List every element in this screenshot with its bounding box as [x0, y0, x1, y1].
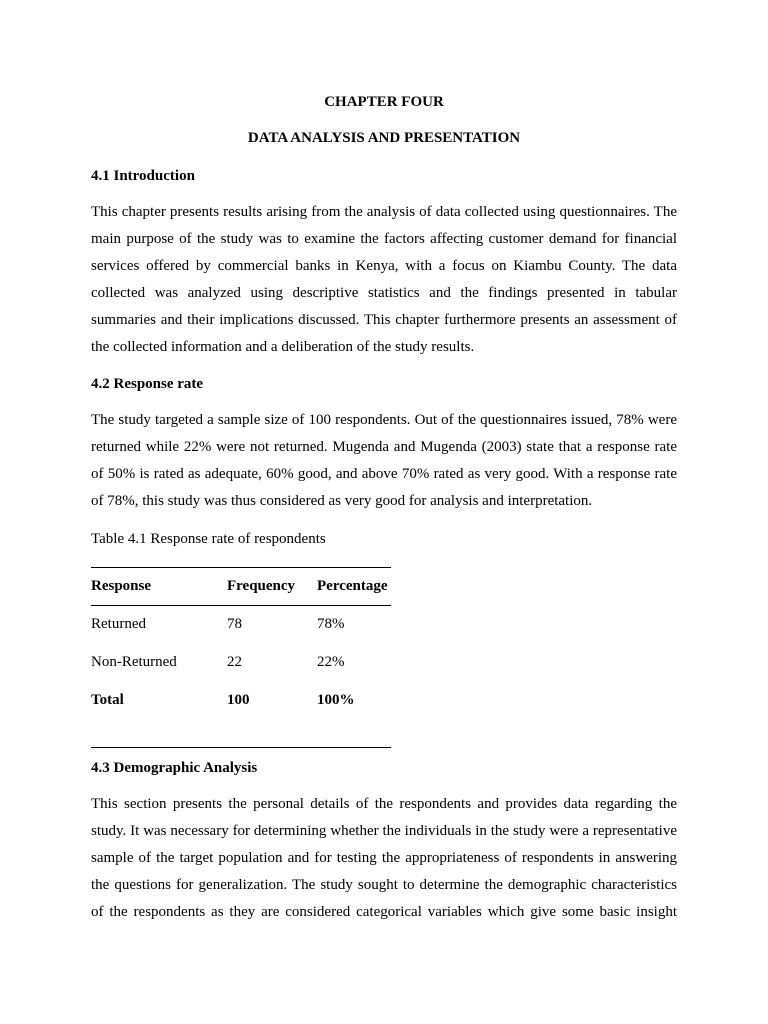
table-header-response: Response [91, 568, 227, 606]
chapter-subtitle: DATA ANALYSIS AND PRESENTATION [247, 130, 521, 146]
response-rate-table [91, 567, 391, 748]
table-row [91, 644, 391, 682]
response-rate-table-container [91, 567, 391, 748]
table-row [91, 606, 391, 644]
table-header-percentage: Percentage [317, 568, 391, 606]
response-rate-paragraph: The study targeted a sample size of 100 respondents. Out of the questionnaires issued, 78% were returned while 22% were not returned. Mugenda and Mugenda (2003) state that a response rate of 50% is rated as adequate, 60% good, and above 70% rated as very good. With a response rate of 78%, this study was thus considered as very good for analysis and interpretation. [91, 412, 677, 509]
table-cell: 78 [227, 616, 242, 633]
table-cell: Non-Returned [91, 654, 177, 670]
table-header-row [91, 568, 391, 606]
table-total-cell: 100% [317, 692, 355, 708]
demographic-analysis-paragraph: This section presents the personal details of the respondents and provides data regarding the study. It was necessary for determining whether the individuals in the study were a representative sample of the target population and for testing the appropriateness of respondents in answering the questions for generalization. The study sought to determine the demographic characteristics of the respondents as they are considered categorical variables which give some basic insight [91, 796, 677, 920]
table-cell: 78% [317, 616, 345, 633]
section-heading-response-rate: 4.2 Response rate [91, 376, 204, 392]
section-heading-introduction: 4.1 Introduction [91, 168, 195, 184]
table-total-cell: Total [91, 692, 124, 708]
section-heading-demographic-analysis: 4.3 Demographic Analysis [91, 760, 258, 776]
table-total-cell: 100 [227, 692, 250, 708]
introduction-paragraph: This chapter presents results arising from the analysis of data collected using questionnaires. The main purpose of the study was to examine the factors affecting customer demand for financial services offered by commercial banks in Kenya, with a focus on Kiambu County. The data collected was analyzed using descriptive statistics and the findings presented in tabular summaries and their implications discussed. This chapter furthermore presents an assessment of the collected information and a deliberation of the study results. [91, 204, 677, 355]
table-total-row [91, 682, 391, 720]
table-cell: 22 [227, 654, 242, 670]
table-cell: Returned [91, 616, 146, 633]
table-caption: Table 4.1 Response rate of respondents [91, 531, 326, 547]
chapter-title: CHAPTER FOUR [324, 94, 444, 110]
table-bottom-rule [91, 720, 391, 748]
table-cell: 22% [317, 654, 345, 670]
table-header-frequency: Frequency [227, 568, 317, 606]
